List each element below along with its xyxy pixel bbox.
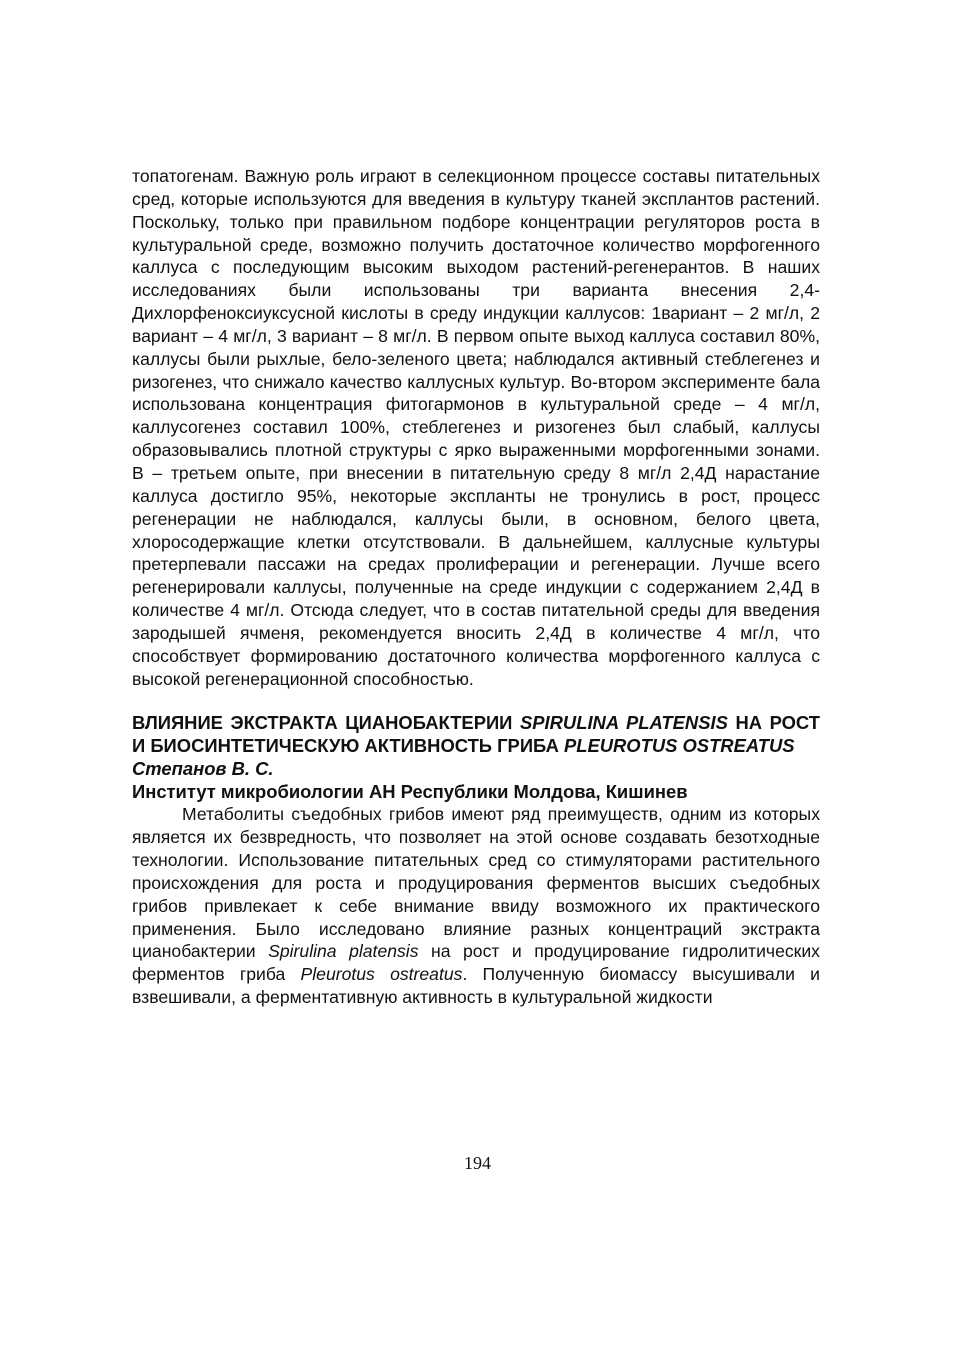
article-author: Степанов В. С. (132, 758, 274, 780)
title-part-2: НА РОСТ И БИОСИНТЕТИЧЕСКУЮ АКТИВНОСТЬ ГРИБА (132, 712, 820, 756)
body-part-2: на рост и продуцирование гидролитических ферментов гриба (132, 941, 820, 985)
title-species-2: PLEUROTUS OSTREATUS (563, 734, 795, 756)
body-species-2: Pleurotus ostreatus (300, 964, 463, 985)
body-part-1: Метаболиты съедобных грибов имеют ряд преимуществ, одним из которых является их безвредность, что позволяет на этой основе создавать безотходные технологии. Использование питательных сред со стимуляторами растительного происхождения для роста и продуцирования ферментов высших съедобных грибов привлекает к себе внимание ввиду возможного их практического применения. Было исследовано влияние разных концентраций экстракта цианобактерии (132, 804, 820, 962)
title-part-1: ВЛИЯНИЕ ЭКСТРАКТА ЦИАНОБАКТЕРИИ (132, 712, 520, 734)
title-species-1: SPIRULINA PLATENSIS (520, 712, 728, 734)
article-affiliation: Институт микробиологии АН Республики Молдова, Кишинев (132, 781, 688, 803)
body-species-1: Spirulina platensis (268, 941, 419, 962)
continuation-paragraph: топатогенам. Важную роль играют в селекционном процессе составы питательных сред, которые используются для введения в культуру тканей эксплантов растений. Поскольку, только при правильном подборе концентрации регуляторов роста в культуральной среде, возможно получить достаточное количество морфогенного каллуса с последующим высоким выходом растений-регенерантов. В наших исследованиях были использованы три варианта внесения 2,4-Дихлорфеноксиуксусной кислоты в среду индукции каллусов: 1вариант – 2 мг/л, 2 вариант – 4 мг/л, 3 вариант – 8 мг/л. В первом опыте выход каллуса составил 80%, каллусы были рыхлые, бело-зеленого цвета; наблюдался активный стеблегенез и ризогенез, что снижало качество каллусных культур. Во-втором эксперименте бала использована концентрация фитогармонов в культуральной среде – 4 мг/л, каллусогенез составил 100%, стеблегенез и ризогенез был слабый, каллусы образовывались плотной структуры с ярко выраженными морфогенными зонами. В – третьем опыте, при внесении в питательную среду 8 мг/л 2,4Д нарастание каллуса достигло 95%, некоторые экспланты не тронулись в рост, процесс регенерации не наблюдался, каллусы были, в основном, белого цвета, хлоросодержащие клетки отсутствовали. В дальнейшем, каллусные культуры претерпевали пассажи на средах пролиферации и регенерации. Лучше всего регенерировали каллусы, полученные на среде индукции с содержанием 2,4Д в количестве 4 мг/л. Отсюда следует, что в состав питательной среды для введения зародышей ячменя, рекомендуется вносить 2,4Д в количестве 4 мг/л, что способствует формированию достаточного количества морфогенного каллуса с высокой регенерационной способностью. (132, 166, 820, 689)
page-content (132, 165, 820, 1009)
page-number: 194 (464, 1153, 491, 1173)
article-body (132, 803, 820, 1009)
body-part-3: . Полученную биомассу высушивали и взвешивали, а ферментативную активность в культуральной жидкости (132, 964, 820, 1008)
article-title (132, 712, 820, 757)
